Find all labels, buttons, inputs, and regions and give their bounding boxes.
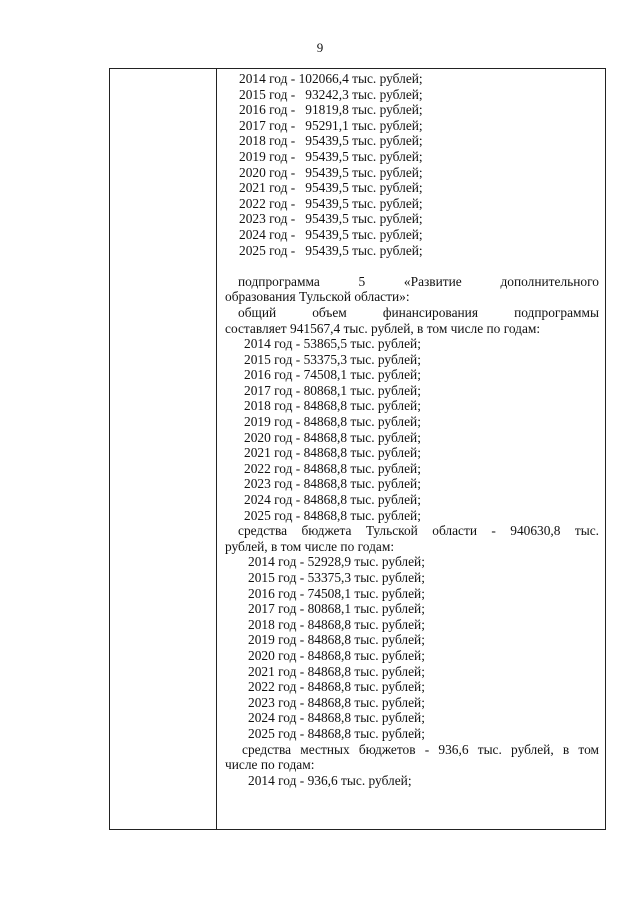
year-line: 2020 год - 84868,8 тыс. рублей; bbox=[248, 647, 425, 663]
funding-list-block1 bbox=[225, 71, 599, 258]
year-line: 2016 год - 91819,8 тыс. рублей; bbox=[239, 102, 423, 118]
year-line: 2019 год - 84868,8 тыс. рублей; bbox=[244, 414, 421, 430]
word: подпрограмма bbox=[238, 273, 320, 289]
year-line: 2025 год - 95439,5 тыс. рублей; bbox=[239, 242, 423, 258]
year-line: 2018 год - 84868,8 тыс. рублей; bbox=[248, 616, 425, 632]
year-line: 2019 год - 84868,8 тыс. рублей; bbox=[248, 632, 425, 648]
year-line: 2024 год - 84868,8 тыс. рублей; bbox=[244, 492, 421, 508]
funding-total-line bbox=[225, 305, 599, 321]
year-line: 2023 год - 84868,8 тыс. рублей; bbox=[244, 476, 421, 492]
year-line: 2021 год - 84868,8 тыс. рублей; bbox=[244, 445, 421, 461]
regional-budget-line2: рублей, в том числе по годам: bbox=[225, 538, 395, 554]
year-line: 2020 год - 95439,5 тыс. рублей; bbox=[239, 164, 423, 180]
funding-cell bbox=[225, 71, 599, 788]
year-line: 2022 год - 84868,8 тыс. рублей; bbox=[244, 460, 421, 476]
year-line: 2020 год - 84868,8 тыс. рублей; bbox=[244, 429, 421, 445]
year-line: 2018 год - 84868,8 тыс. рублей; bbox=[244, 398, 421, 414]
year-line: 2016 год - 74508,1 тыс. рублей; bbox=[244, 367, 421, 383]
funding-list-block2 bbox=[225, 336, 599, 523]
year-line: 2021 год - 95439,5 тыс. рублей; bbox=[239, 180, 423, 196]
page-number: 9 bbox=[316, 40, 324, 55]
word: 5 bbox=[358, 273, 366, 289]
year-line: 2016 год - 74508,1 тыс. рублей; bbox=[248, 585, 425, 601]
word: «Развитие bbox=[403, 273, 462, 289]
year-line: 2022 год - 84868,8 тыс. рублей; bbox=[248, 679, 425, 695]
year-line: 2025 год - 84868,8 тыс. рублей; bbox=[244, 507, 421, 523]
subprogram-title-line bbox=[225, 274, 599, 290]
regional-budget-line1: средства бюджета Тульской области - 940630,8 тыс. bbox=[238, 523, 599, 539]
word: подпрограммы bbox=[514, 304, 599, 320]
year-line: 2014 год - 102066,4 тыс. рублей; bbox=[239, 71, 423, 86]
year-line: 2021 год - 84868,8 тыс. рублей; bbox=[248, 663, 425, 679]
year-line: 2025 год - 84868,8 тыс. рублей; bbox=[248, 725, 425, 741]
funding-total-line2: составляет 941567,4 тыс. рублей, в том числе по годам: bbox=[225, 320, 541, 336]
funding-list-block4 bbox=[225, 773, 599, 789]
year-line: 2023 год - 84868,8 тыс. рублей; bbox=[248, 694, 425, 710]
local-budget-line2: числе по годам: bbox=[225, 757, 315, 773]
local-budget-line1: средства местных бюджетов - 936,6 тыс. рублей, в том bbox=[242, 741, 599, 757]
word: дополнительного bbox=[500, 273, 599, 289]
year-line: 2017 год - 95291,1 тыс. рублей; bbox=[239, 117, 423, 133]
year-line: 2015 год - 93242,3 тыс. рублей; bbox=[239, 86, 423, 102]
year-line: 2017 год - 80868,1 тыс. рублей; bbox=[244, 382, 421, 398]
year-line: 2024 год - 95439,5 тыс. рублей; bbox=[239, 226, 423, 242]
word: общий bbox=[238, 304, 277, 320]
year-line: 2014 год - 52928,9 тыс. рублей; bbox=[248, 554, 425, 570]
year-line: 2022 год - 95439,5 тыс. рублей; bbox=[239, 195, 423, 211]
funding-list-block3 bbox=[225, 554, 599, 741]
word: финансирования bbox=[382, 304, 479, 320]
year-line: 2017 год - 80868,1 тыс. рублей; bbox=[248, 601, 425, 617]
column-divider bbox=[216, 69, 217, 829]
year-line: 2015 год - 53375,3 тыс. рублей; bbox=[244, 351, 421, 367]
year-line: 2014 год - 53865,5 тыс. рублей; bbox=[244, 336, 421, 352]
year-line: 2024 год - 84868,8 тыс. рублей; bbox=[248, 710, 425, 726]
blank-line bbox=[225, 258, 599, 274]
word: объем bbox=[312, 304, 347, 320]
passport-table bbox=[109, 68, 606, 830]
year-line: 2023 год - 95439,5 тыс. рублей; bbox=[239, 211, 423, 227]
year-line: 2018 год - 95439,5 тыс. рублей; bbox=[239, 133, 423, 149]
subprogram-title-line2: образования Тульской области»: bbox=[225, 289, 410, 305]
year-line: 2015 год - 53375,3 тыс. рублей; bbox=[248, 570, 425, 585]
year-line: 2014 год - 936,6 тыс. рублей; bbox=[248, 772, 412, 788]
year-line: 2019 год - 95439,5 тыс. рублей; bbox=[239, 148, 423, 164]
